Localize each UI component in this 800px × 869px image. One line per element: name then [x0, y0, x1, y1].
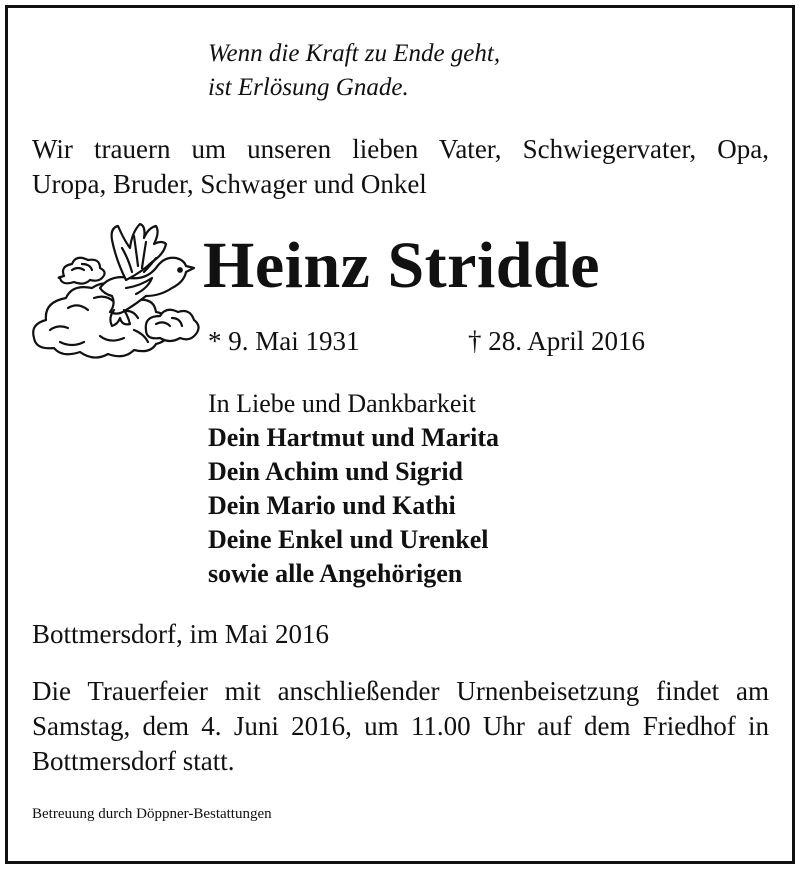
deceased-name: Heinz Stridde	[203, 229, 600, 302]
death-date: † 28. April 2016	[468, 326, 646, 356]
mourner-line: Deine Enkel und Urenkel	[208, 525, 489, 554]
intro-line-1: Wir trauern um unseren lieben Vater, Schwiegervater, Opa,	[32, 134, 769, 164]
service-line-2: Samstag, dem 4. Juni 2016, um 11.00 Uhr auf dem Friedhof in	[32, 711, 769, 741]
birth-date: * 9. Mai 1931	[208, 326, 360, 356]
closing-phrase: In Liebe und Dankbarkeit	[208, 389, 476, 418]
service-line-1: Die Trauerfeier mit anschließender Urnenbeisetzung findet am	[32, 676, 769, 706]
mourner-line: Dein Hartmut und Marita	[208, 423, 500, 452]
service-line-3: Bottmersdorf statt.	[32, 746, 235, 776]
mourner-line: sowie alle Angehörigen	[208, 559, 463, 588]
mourner-line: Dein Mario und Kathi	[208, 491, 456, 520]
place-date: Bottmersdorf, im Mai 2016	[32, 619, 329, 649]
motto-line-1: Wenn die Kraft zu Ende geht,	[208, 40, 501, 67]
mourner-line: Dein Achim und Sigrid	[208, 457, 464, 486]
dove-on-clouds-icon	[30, 218, 200, 368]
funeral-home-credit: Betreuung durch Döppner-Bestattungen	[32, 806, 272, 822]
motto-line-2: ist Erlösung Gnade.	[208, 74, 409, 101]
intro-line-2: Uropa, Bruder, Schwager und Onkel	[32, 169, 427, 199]
